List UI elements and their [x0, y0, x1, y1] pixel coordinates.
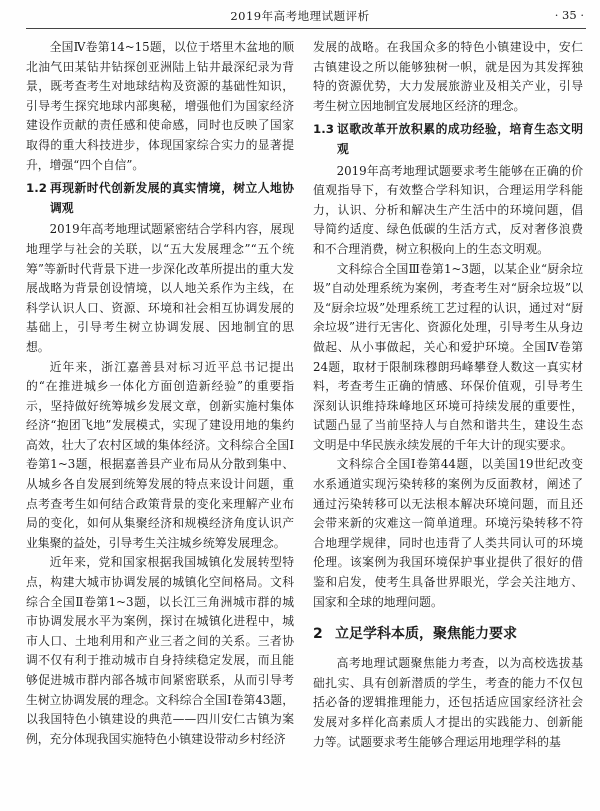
- section-heading-2: [313, 624, 583, 644]
- paragraph: 高考地理试题聚焦能力考查，以为高校选拔基础扎实、具有创新潜质的学生，考查的能力不仅包括必备的逻辑推理能力，还包括适应国家经济社会发展对多样化高素质人才提出的实践能力、创新能力等。试题要求考生能够合理运用地理学科的基: [313, 656, 583, 749]
- section-title: 立足学科本质，聚焦能力要求: [335, 626, 517, 643]
- paragraph: 近年来，浙江嘉善县对标习近平总书记提出的“在推进城乡一体化方面创造新经验”的重要指示，坚持做好统筹城乡发展文章，创新实施村集体经济“抱团飞地”发展模式，实现了建设用地的集约高效，壮大了农村区域的集体经济。文科综合全国Ⅰ卷第1~3题，根据嘉善县产业布局从分散到集中、从城乡各自发展到统筹发展的特点来设计问题，重点考查考生如何结合政策背景的变化来理解产业布局的变化，如何从集聚经济和规模经济角度认识产业集聚的益处，引导考生关注城乡统筹发展理念。: [26, 359, 294, 550]
- paragraph: 2019年高考地理试题要求考生能够在正确的价值观指导下，有效整合学科知识，合理运用学科能力，认识、分析和解决生产生活中的环境问题，倡导简约适度、绿色低碳的生活方式，反对奢侈浪费和不合理消费，树立积极向上的生态文明观。: [313, 163, 583, 256]
- left-column: [26, 38, 294, 749]
- paragraph: 近年来，党和国家根据我国城镇化发展转型特点，构建大城市协调发展的城镇化空间格局。文科综合全国Ⅱ卷第1~3题，以长江三角洲城市群的城市协调发展水平为案例，探讨在城镇化进程中，城市人口、土地利用和产业三者之间的关系。三者协调不仅有利于推动城市自身持续稳定发展，而且能够促进城市群内部各城市间紧密联系，从而引导考生树立协调发展的理念。文科综合全国Ⅰ卷第43题，以我国特色小镇建设的典范——四川安仁古镇为案例，充分体现我国实施特色小镇建设带动乡村经济: [26, 555, 294, 746]
- section-heading-1-2: [26, 179, 294, 218]
- page-number: · 35 ·: [554, 8, 584, 22]
- header-rule: [26, 28, 586, 29]
- section-number: 1.3: [313, 122, 334, 137]
- page-header: [0, 0, 600, 30]
- running-head: 2019年高考地理试题评析: [230, 9, 370, 23]
- paragraph: 2019年高考地理试题紧密结合学科内容，展现地理学与社会的关联，以“五大发展理念”“五个统筹”等新时代背景下进一步深化改革所提出的重大发展战略为背景创设情境，以人地关系作为主线，在科学认识人口、资源、环境和社会相互协调发展的基础上，引导考生树立协调发展、因地制宜的思想。: [26, 222, 294, 354]
- section-number: 1.2: [26, 181, 47, 196]
- paragraph: 文科综合全国Ⅰ卷第44题，以美国19世纪改变水系通道实现污染转移的案例为反面教材，阐述了通过污染转移可以无法根本解决环境问题，而且还会带来新的灾难这一简单道理。环境污染转移不符合地理学规律，同时也违背了人类共同认可的环境伦理。该案例为我国环境保护事业提供了很好的借鉴和启发，使考生具备世界眼光，学会关注地方、国家和全球的地理问题。: [313, 457, 583, 609]
- section-title: 再现新时代创新发展的真实情境，树立人地协调观: [50, 181, 294, 215]
- section-title: 讴歌改革开放积累的成功经验，培育生态文明观: [337, 122, 583, 156]
- paragraph: 全国Ⅳ卷第14~15题，以位于塔里木盆地的顺北油气田某钻井钻探创亚洲陆上钻井最深纪录为背景，既考查考生对地球结构及资源的基础性知识，引导考生探究地球内部奥秘，增强他们为国家经济建设作贡献的责任感和使命感，同时也反映了国家取得的重大科技进步，体现国家综合实力的显著提升，增强“四个自信”。: [26, 40, 294, 172]
- section-number: 2: [313, 626, 323, 643]
- paragraph: 文科综合全国Ⅲ卷第1~3题，以某企业“厨余垃圾”自动处理系统为案例，考查考生对“厨余垃圾”以及“厨余垃圾”处理系统工艺过程的认识，通过对“厨余垃圾”进行无害化、资源化处理，引导考生从身边做起、从小事做起，关心和爱护环境。全国Ⅳ卷第24题，取材于限制珠穆朗玛峰攀登人数这一真实材料，考查考生正确的情感、环保价值观，引导考生深刻认识维持珠峰地区环境可持续发展的重要性，试题凸显了当前坚持人与自然和谐共生，建设生态文明是中华民族永续发展的千年大计的现实要求。: [313, 261, 583, 452]
- paragraph-continued: 发展的战略。在我国众多的特色小镇建设中，安仁古镇建设之所以能够独树一帜，就是因为其发挥独特的资源优势，大力发展旅游业及相关产业，引导考生树立因地制宜发展地区经济的理念。: [313, 40, 583, 113]
- section-heading-1-3: [313, 120, 583, 159]
- right-column: [313, 38, 583, 752]
